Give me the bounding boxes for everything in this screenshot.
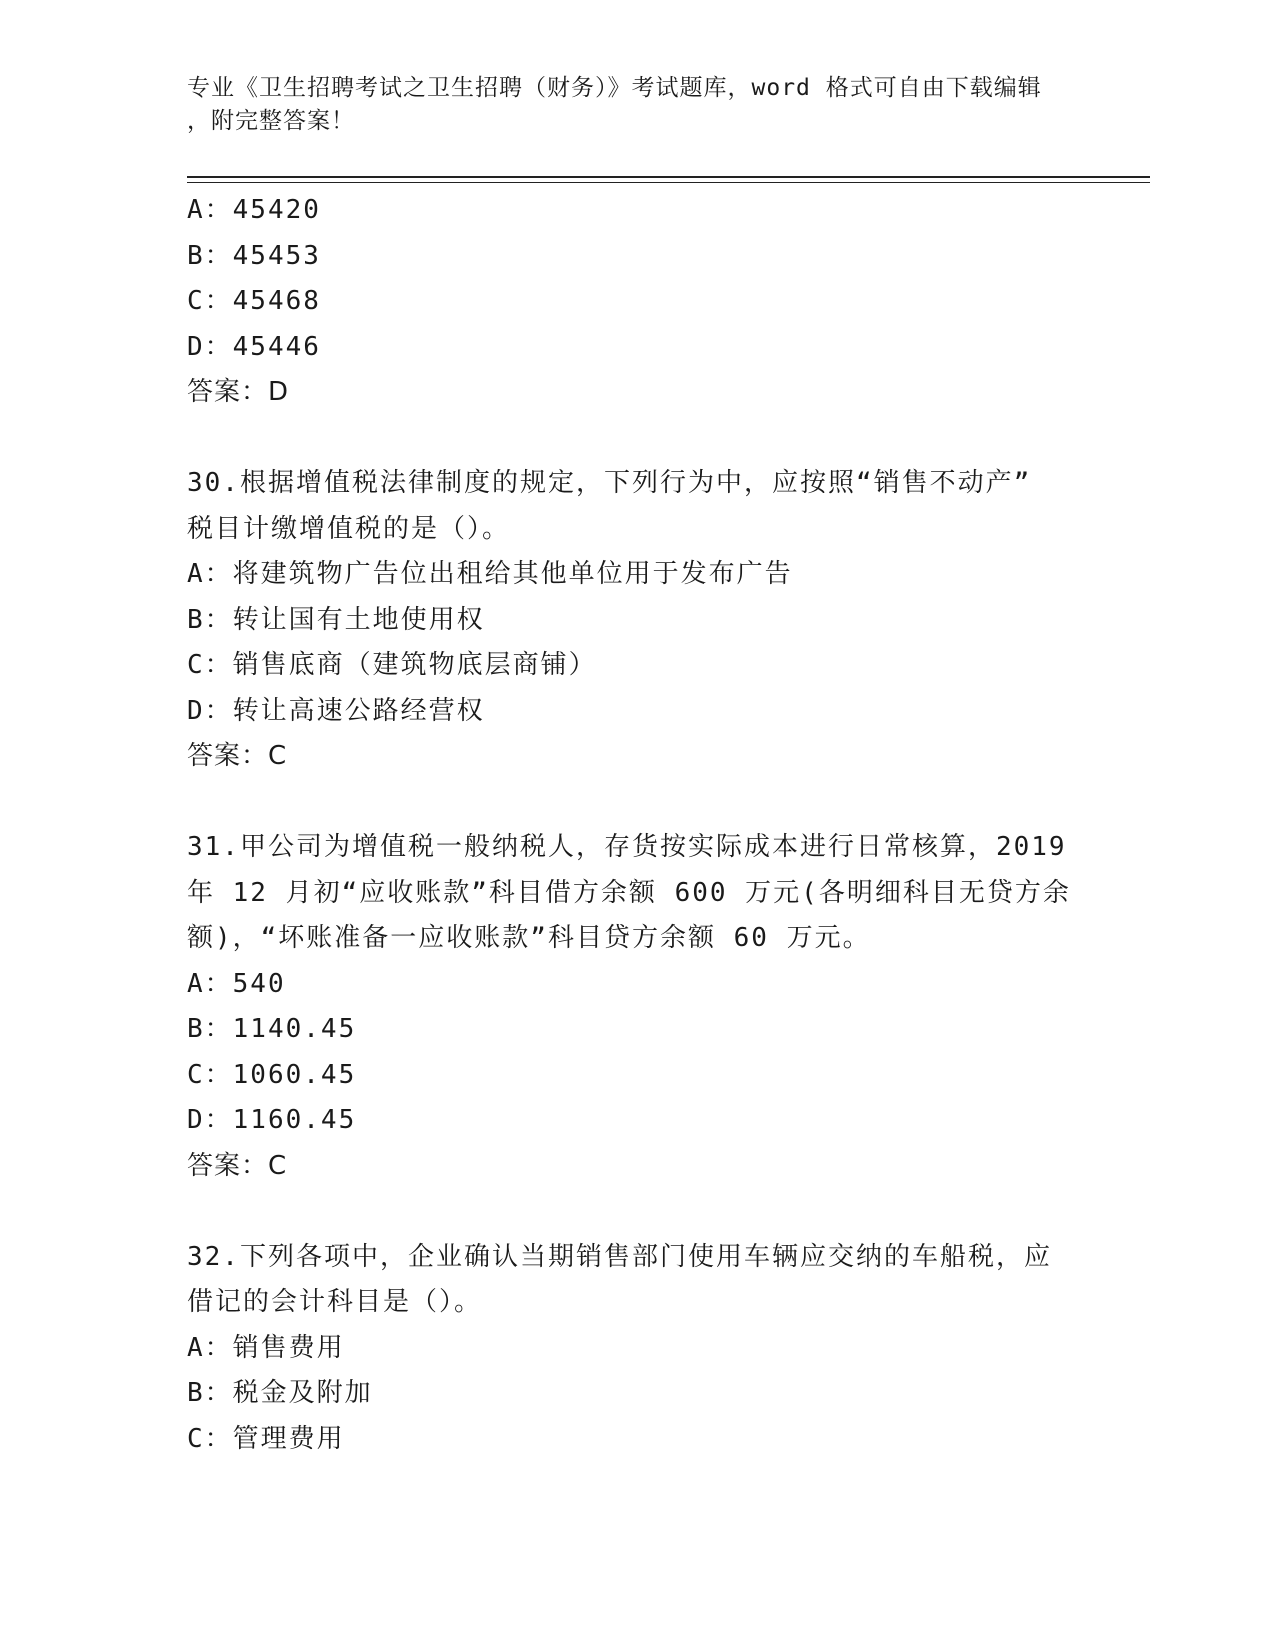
option-a: A：销售费用 xyxy=(187,1332,345,1363)
answer: 答案：D xyxy=(187,377,290,407)
option-a: A：将建筑物广告位出租给其他单位用于发布广告 xyxy=(187,559,793,589)
question-29 xyxy=(187,188,1087,416)
header-divider-thick xyxy=(187,176,1150,178)
option-d: D：转让高速公路经营权 xyxy=(187,695,485,726)
header-divider-thin xyxy=(187,182,1150,183)
answer: 答案：C xyxy=(187,1150,288,1181)
question-stem-line: 借记的会计科目是（）。 xyxy=(187,1287,483,1317)
question-stem-line: 额)，“坏账准备一应收账款”科目贷方余额 60 万元。 xyxy=(187,923,871,953)
option-c: C：45468 xyxy=(187,286,321,316)
header-line-1: 专业《卫生招聘考试之卫生招聘（财务）》考试题库，word 格式可自由下载编辑 xyxy=(187,75,1042,101)
question-32 xyxy=(187,1235,1087,1463)
header-line-2: ，附完整答案！ xyxy=(187,108,355,134)
option-b: B：45453 xyxy=(187,240,321,271)
option-d: D：45446 xyxy=(187,331,321,362)
option-a: A：45420 xyxy=(187,195,321,225)
option-c: C：销售底商（建筑物底层商铺） xyxy=(187,650,597,680)
document-header xyxy=(187,72,1087,138)
question-stem-line: 32.下列各项中，企业确认当期销售部门使用车辆应交纳的车船税，应 xyxy=(187,1241,1052,1272)
option-d: D：1160.45 xyxy=(187,1105,357,1135)
question-stem-line: 30.根据增值税法律制度的规定，下列行为中，应按照“销售不动产” xyxy=(187,468,1032,498)
option-b: B：转让国有土地使用权 xyxy=(187,604,485,635)
question-30 xyxy=(187,461,1087,780)
question-stem-line: 年 12 月初“应收账款”科目借方余额 600 万元(各明细科目无贷方余 xyxy=(187,877,1071,908)
option-c: C：管理费用 xyxy=(187,1423,345,1454)
answer: 答案：C xyxy=(187,741,288,771)
option-b: B：1140.45 xyxy=(187,1014,357,1044)
question-stem-line: 税目计缴增值税的是（）。 xyxy=(187,513,511,544)
option-b: B：税金及附加 xyxy=(187,1378,373,1408)
question-31 xyxy=(187,825,1087,1189)
question-content xyxy=(187,188,1087,1462)
option-c: C：1060.45 xyxy=(187,1059,357,1090)
option-a: A：540 xyxy=(187,968,286,999)
question-stem-line: 31.甲公司为增值税一般纳税人，存货按实际成本进行日常核算，2019 xyxy=(187,832,1067,862)
